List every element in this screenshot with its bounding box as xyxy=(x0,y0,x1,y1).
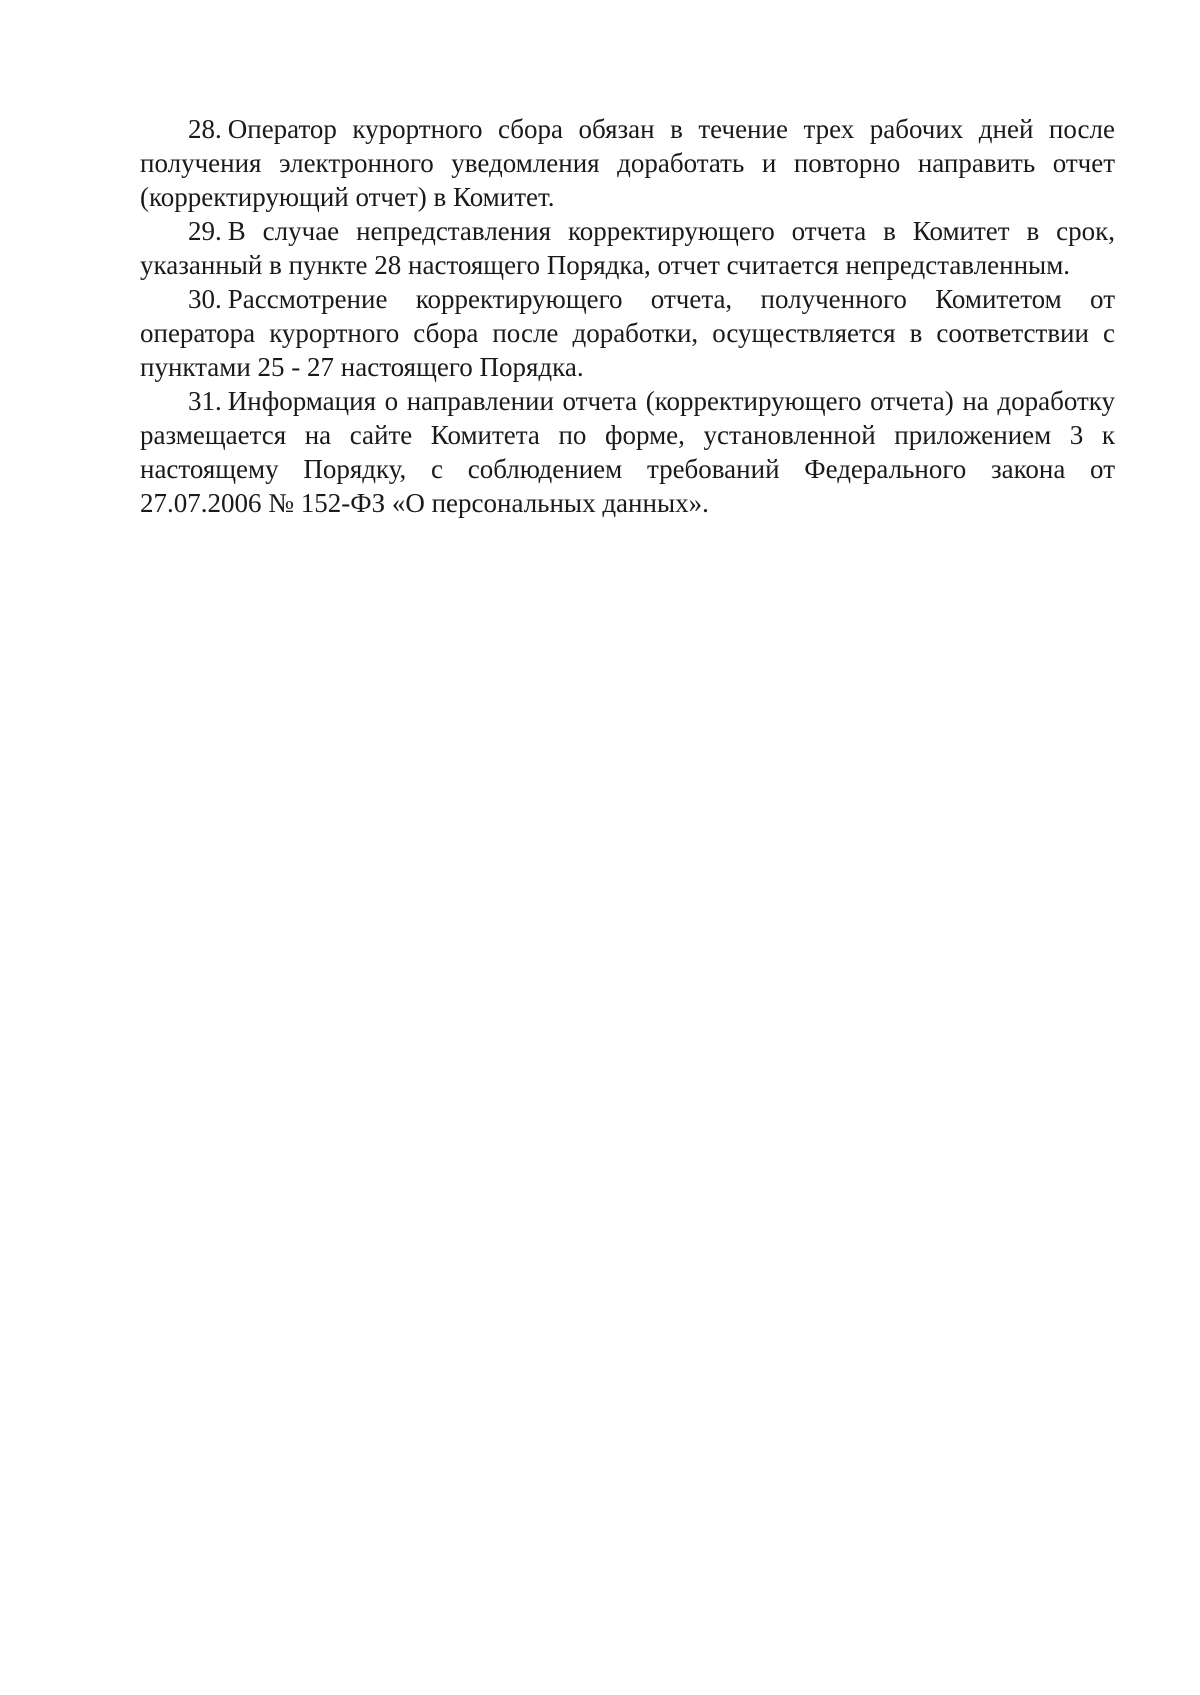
clause-number: 30. xyxy=(188,284,222,314)
clause-29 xyxy=(140,214,1115,282)
clause-text: Оператор курортного сбора обязан в течение трех рабочих дней после получения электронного уведомления доработать и повторно направить отчет (корректирующий отчет) в Комитет. xyxy=(140,114,1115,212)
clause-text: Информация о направлении отчета (корректирующего отчета) на доработку размещается на сайте Комитета по форме, установленной приложением 3 к настоящему Порядку, с соблюдением требований Федерального закона от 27.07.2006 № 152-ФЗ «О персональных данных». xyxy=(140,386,1115,518)
clause-text: Рассмотрение корректирующего отчета, полученного Комитетом от оператора курортного сбора после доработки, осуществляется в соответствии с пунктами 25 - 27 настоящего Порядка. xyxy=(140,284,1115,382)
document-body xyxy=(140,112,1115,520)
clause-text: В случае непредставления корректирующего отчета в Комитет в срок, указанный в пункте 28 настоящего Порядка, отчет считается непредставленным. xyxy=(140,216,1115,280)
clause-30 xyxy=(140,282,1115,384)
clause-31 xyxy=(140,384,1115,520)
clause-number: 28. xyxy=(188,114,222,144)
clause-28 xyxy=(140,112,1115,214)
clause-number: 31. xyxy=(188,386,222,416)
clause-number: 29. xyxy=(188,216,222,246)
